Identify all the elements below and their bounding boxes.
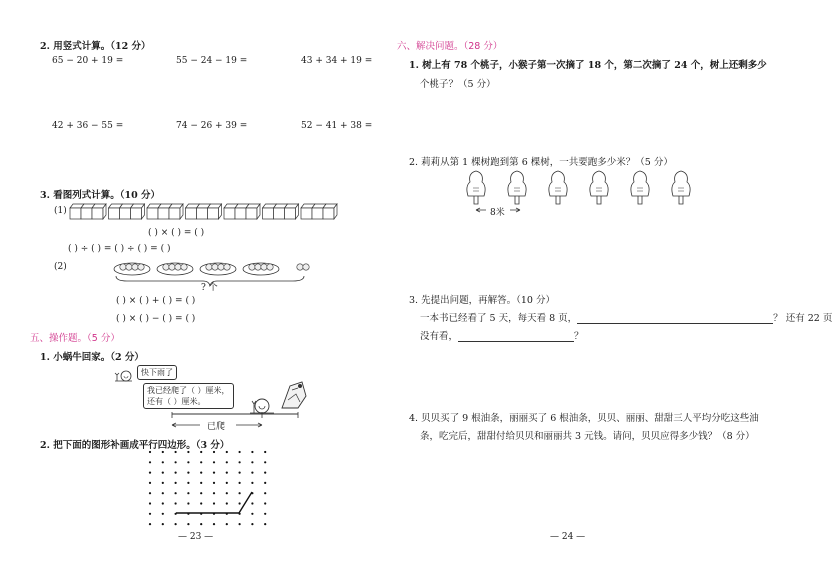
grid-dot <box>251 513 253 515</box>
grid-dot <box>149 523 151 525</box>
dot-grid <box>146 450 276 530</box>
q3-part2-question: ? 个 <box>201 283 218 293</box>
r-q1-line1 <box>409 57 767 71</box>
distance-ruler <box>170 412 300 432</box>
fruit-plate <box>243 263 279 275</box>
q3-part2-row2: ( ) × ( ) − ( ) = ( ) <box>116 314 196 324</box>
grid-dot <box>251 502 253 504</box>
grid-dot <box>200 451 202 453</box>
grid-dot <box>175 523 177 525</box>
equation-3: 43 + 34 + 19 = <box>301 56 373 66</box>
question-blank-2[interactable] <box>458 331 574 342</box>
grid-dot <box>187 502 189 504</box>
box-group <box>263 204 299 219</box>
grid-dot <box>200 461 202 463</box>
r-q3-line2-a: 没有看， <box>420 331 459 342</box>
grid-dot <box>213 482 215 484</box>
r-q2-title: 2. 莉莉从第 1 棵树跑到第 6 棵树，一共要跑多少米？（5 分） <box>409 157 673 168</box>
grid-dot <box>213 461 215 463</box>
r-q3-line1-b: ？ 还有 22 页 <box>773 313 832 324</box>
grid-dot <box>162 492 164 494</box>
speech-bubble-distance <box>143 383 234 409</box>
grid-dot <box>239 523 241 525</box>
grid-dot <box>251 482 253 484</box>
r-q1-text: 1. 树上有 78 个桃子，小猴子第一次摘了 18 个，第二次摘了 24 个，树上还剩多少 <box>409 60 767 71</box>
grid-dot <box>264 482 266 484</box>
grid-dot <box>187 523 189 525</box>
grid-dot <box>162 523 164 525</box>
grid-dot <box>175 472 177 474</box>
grid-dot <box>251 523 253 525</box>
grid-dot <box>175 451 177 453</box>
equation-1: 65 − 20 + 19 = <box>52 56 124 66</box>
page-number-left: — 23 — <box>178 532 214 542</box>
fruit-plate <box>114 263 150 275</box>
grid-dot <box>175 502 177 504</box>
grid-dot <box>149 451 151 453</box>
grid-dot <box>264 502 266 504</box>
equation-5: 74 − 26 + 39 = <box>176 121 248 131</box>
grid-dot <box>264 513 266 515</box>
equation-6: 52 − 41 + 38 = <box>301 121 373 131</box>
grid-dot <box>213 472 215 474</box>
fruit-plate <box>157 263 193 275</box>
small-snail-icon <box>114 369 134 383</box>
box-groups-illustration <box>68 200 340 222</box>
grid-dot <box>162 502 164 504</box>
grid-dot <box>175 492 177 494</box>
extra-fruit <box>297 264 309 270</box>
grid-dot <box>200 472 202 474</box>
tree-icon <box>631 171 649 204</box>
grid-dot <box>226 502 228 504</box>
grid-dot <box>264 523 266 525</box>
tree-icon <box>590 171 608 204</box>
grid-dot <box>264 451 266 453</box>
page-number-right: — 24 — <box>550 532 586 542</box>
r-q1-line2: 个桃子？（5 分） <box>420 79 496 90</box>
grid-dot <box>200 523 202 525</box>
q3-part2-label: (2) <box>54 262 67 272</box>
tree-icon <box>672 171 690 204</box>
grid-dot <box>226 492 228 494</box>
grid-dot <box>162 472 164 474</box>
grid-dot <box>264 472 266 474</box>
grid-dot <box>149 482 151 484</box>
grid-dot <box>213 492 215 494</box>
grid-dot <box>175 461 177 463</box>
grid-dot <box>187 482 189 484</box>
grid-dot <box>251 461 253 463</box>
grid-dot <box>187 461 189 463</box>
sec5-q1-title: 1. 小蜗牛回家。（2 分） <box>40 352 144 363</box>
grid-dot <box>239 502 241 504</box>
r-q4-line2: 条，吃完后，甜甜付给贝贝和丽丽共 3 元钱。请问，贝贝应得多少钱？（8 分） <box>420 431 755 442</box>
sec5-q2-title: 2. 把下面的图形补画成平行四边形。（3 分） <box>40 440 230 451</box>
q3-part2-row1: ( ) × ( ) + ( ) = ( ) <box>116 296 196 306</box>
grid-dot <box>264 492 266 494</box>
grid-dot <box>239 461 241 463</box>
grid-dot <box>239 482 241 484</box>
tree-icon <box>508 171 526 204</box>
grid-dot <box>251 472 253 474</box>
grid-dot <box>162 451 164 453</box>
tree-distance-label: 8米 <box>490 208 505 218</box>
tree-icon <box>549 171 567 204</box>
grid-dot <box>200 502 202 504</box>
grid-dot <box>264 461 266 463</box>
grid-dot <box>251 451 253 453</box>
grid-dot <box>239 451 241 453</box>
grid-dot <box>162 461 164 463</box>
box-group <box>109 204 145 219</box>
tree-icon <box>467 171 485 204</box>
grid-dot <box>226 523 228 525</box>
q3-title: 3. 看图列式计算。（10 分） <box>40 190 161 201</box>
r-q3-line2-b: ？ <box>574 331 584 342</box>
grid-dot <box>226 461 228 463</box>
grid-dot <box>213 451 215 453</box>
box-group <box>224 204 260 219</box>
r-q3-line1-a: 一本书已经看了 5 天，每天看 8 页， <box>420 313 578 324</box>
grid-dot <box>187 492 189 494</box>
grid-dot <box>162 513 164 515</box>
grid-dot <box>226 472 228 474</box>
q3-part1-label: (1) <box>54 206 67 216</box>
grid-dot <box>149 472 151 474</box>
question-blank-1[interactable] <box>577 313 773 324</box>
grid-dot <box>187 472 189 474</box>
grid-dot <box>200 482 202 484</box>
grid-dot <box>213 502 215 504</box>
grid-dot <box>239 492 241 494</box>
grid-dot <box>149 502 151 504</box>
box-group <box>301 204 337 219</box>
speech-bubble-rain: 快下雨了 <box>137 365 177 380</box>
bubble-line-1: 我已经爬了（ ）厘米， <box>147 386 230 395</box>
equation-4: 42 + 36 − 55 = <box>52 121 124 131</box>
box-group <box>70 204 106 219</box>
grid-dot <box>149 492 151 494</box>
box-group <box>147 204 183 219</box>
q2-title: 2. 用竖式计算。（12 分） <box>40 41 151 52</box>
r-q3-line1 <box>420 310 832 324</box>
grid-dot <box>162 482 164 484</box>
grid-dot <box>175 482 177 484</box>
grid-dot <box>187 451 189 453</box>
grid-dot <box>213 523 215 525</box>
section6-title: 六、解决问题。（28 分） <box>397 41 503 52</box>
grid-dot <box>226 482 228 484</box>
fruit-plate <box>200 263 236 275</box>
bubble-line-2: 还有（ ）厘米。 <box>147 397 206 406</box>
equation-2: 55 − 24 − 19 = <box>176 56 248 66</box>
r-q4-line1: 4. 贝贝买了 9 根油条，丽丽买了 6 根油条，贝贝、丽丽、甜甜三人平均分吃这些油 <box>409 413 759 424</box>
ruler-label: 已爬 <box>207 422 226 432</box>
section5-title: 五、操作题。（5 分） <box>30 333 120 344</box>
grid-dot <box>149 461 151 463</box>
grid-dot <box>239 472 241 474</box>
grid-dot <box>149 513 151 515</box>
r-q3-title: 3. 先提出问题，再解答。（10 分） <box>409 295 555 306</box>
box-group <box>186 204 222 219</box>
q3-part1-row2: ( ) ÷ ( ) = ( ) ÷ ( ) = ( ) <box>68 244 171 254</box>
grid-dot <box>226 451 228 453</box>
q3-part1-row1: ( ) × ( ) = ( ) <box>148 228 205 238</box>
r-q3-line2 <box>420 328 584 342</box>
grid-dot <box>200 492 202 494</box>
